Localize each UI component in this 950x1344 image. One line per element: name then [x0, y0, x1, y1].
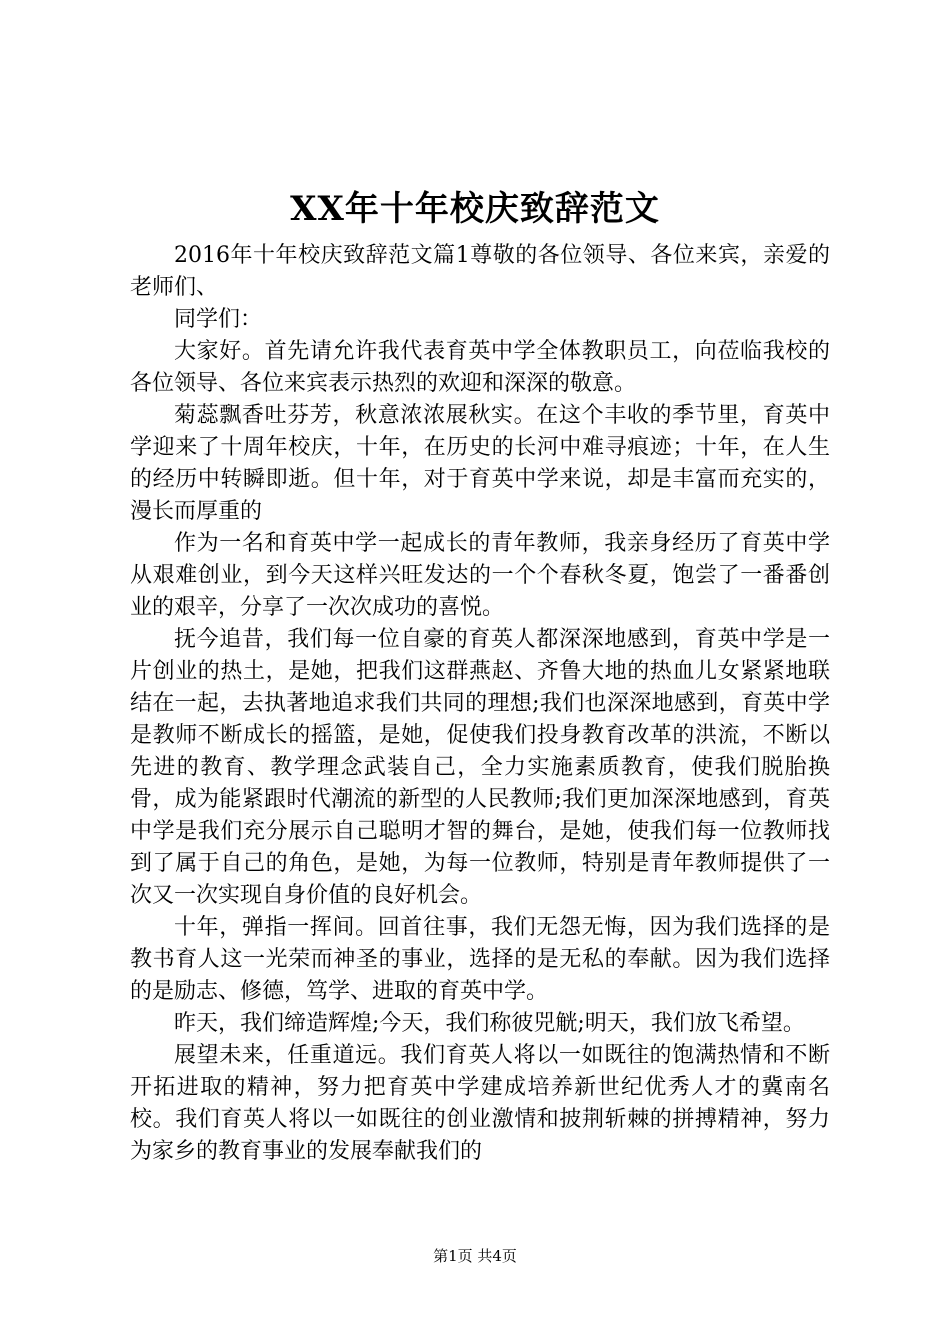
paragraph: 展望未来，任重道远。我们育英人将以一如既往的饱满热情和不断开拓进取的精神，努力把育英中学建成培养新世纪优秀人才的冀南名校。我们育英人将以一如既往的创业激情和披荆斩棘的拼搏精神，努力为家乡的教育事业的发展奉献我们的 [130, 1043, 830, 1164]
paragraph: 同学们： [174, 307, 263, 332]
page-footer: 第1页 共4页 [433, 1247, 517, 1265]
paragraph: 作为一名和育英中学一起成长的青年教师，我亲身经历了育英中学从艰难创业，到今天这样兴旺发达的一个个春秋冬夏，饱尝了一番番创业的艰辛，分享了一次次成功的喜悦。 [130, 531, 830, 620]
document-body [130, 240, 830, 1168]
document-title: XX年十年校庆致辞范文 [290, 189, 660, 229]
paragraph: 2016年十年校庆致辞范文篇1尊敬的各位领导、各位来宾，亲爱的老师们、 [130, 243, 830, 300]
paragraph: 大家好。首先请允许我代表育英中学全体教职员工，向莅临我校的各位领导、各位来宾表示热烈的欢迎和深深的敬意。 [130, 339, 830, 396]
paragraph: 菊蕊飘香吐芬芳，秋意浓浓展秋实。在这个丰收的季节里，育英中学迎来了十周年校庆，十年，在历史的长河中难寻痕迹；十年，在人生的经历中转瞬即逝。但十年，对于育英中学来说，却是丰富而充实的，漫长而厚重的 [130, 403, 830, 524]
paragraph: 十年，弹指一挥间。回首往事，我们无怨无悔，因为我们选择的是教书育人这一光荣而神圣的事业，选择的是无私的奉献。因为我们选择的是励志、修德，笃学、进取的育英中学。 [130, 915, 830, 1004]
paragraph: 昨天，我们缔造辉煌;今天，我们称彼兕觥;明天，我们放飞希望。 [174, 1011, 805, 1036]
paragraph: 抚今追昔，我们每一位自豪的育英人都深深地感到，育英中学是一片创业的热土，是她，把我们这群燕赵、齐鲁大地的热血儿女紧紧地联结在一起，去执著地追求我们共同的理想;我们也深深地感到，育英中学是教师不断成长的摇篮，是她，促使我们投身教育改革的洪流，不断以先进的教育、教学理念武装自己，全力实施素质教育，使我们脱胎换骨，成为能紧跟时代潮流的新型的人民教师;我们更加深深地感到，育英中学是我们充分展示自己聪明才智的舞台，是她，使我们每一位教师找到了属于自己的角色，是她，为每一位教师，特别是青年教师提供了一次又一次实现自身价值的良好机会。 [130, 627, 830, 908]
